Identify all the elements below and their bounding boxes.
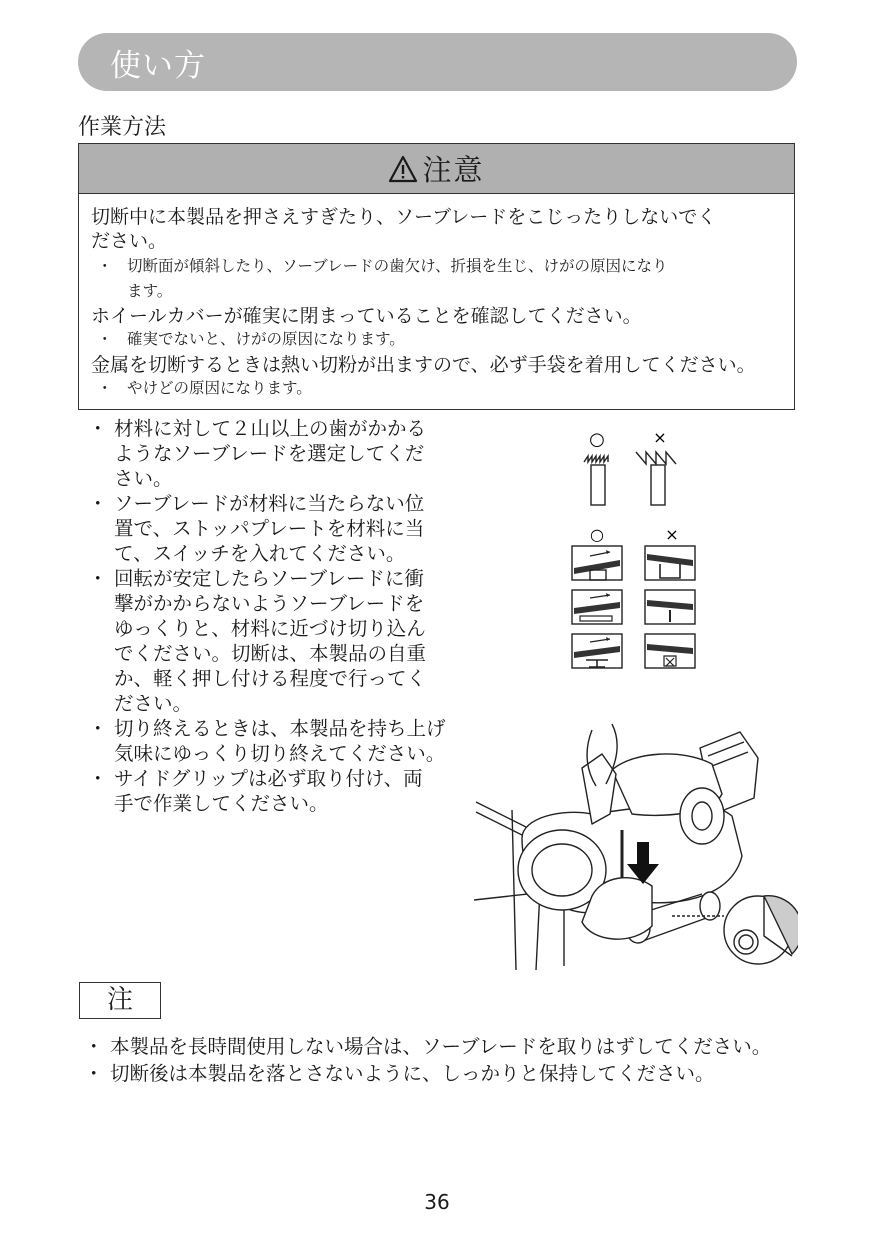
bullet: ・ — [84, 1062, 104, 1085]
bullet: ・ — [97, 257, 113, 275]
section-heading: 作業方法 — [78, 115, 167, 140]
warning-triangle-icon — [388, 155, 418, 183]
good-cut-angle-icon — [572, 634, 622, 668]
step-line: 回転が安定したらソーブレードに衝 — [114, 567, 424, 590]
note-item — [84, 1031, 771, 1059]
good-mark: ○ — [589, 429, 605, 450]
caution-item-1-main — [91, 205, 716, 253]
note-text: 本製品を長時間使用しない場合は、ソーブレードを取りはずしてください。 — [110, 1035, 772, 1058]
caution-header — [79, 144, 794, 194]
good-cut-angle-icon — [572, 590, 622, 624]
list-item — [84, 491, 464, 566]
bullet: ・ — [88, 492, 108, 515]
step-line: 切り終えるときは、本製品を持ち上げ — [114, 717, 446, 740]
bad-cut-angle-icon — [645, 590, 695, 624]
caution-text-line: 金属を切断するときは熱い切粉が出ますので、必ず手袋を着用してください。 — [91, 354, 756, 376]
bad-cut-angle-icon — [645, 634, 695, 668]
blade-selection-diagram — [560, 420, 720, 680]
step-line: 材料に対して２山以上の歯がかかる — [114, 417, 427, 440]
step-line: か、軽く押し付ける程度で行ってく — [114, 667, 427, 690]
page-title: 使い方 — [110, 48, 206, 84]
caution-text-line: 切断中に本製品を押さえすぎたり、ソーブレードをこじったりしないでく — [91, 206, 717, 228]
steps-list — [84, 416, 464, 816]
step-line: さい。 — [114, 467, 173, 490]
bullet: ・ — [84, 1035, 104, 1058]
caution-subtext-line: やけどの原因になります。 — [127, 379, 312, 397]
step-line: でください。切断は、本製品の自重 — [114, 642, 427, 665]
bullet: ・ — [88, 717, 108, 740]
bullet: ・ — [97, 379, 113, 397]
list-item — [84, 416, 464, 491]
header-bar — [78, 33, 797, 91]
list-item — [84, 566, 464, 716]
step-line: ようなソーブレードを選定してくだ — [114, 442, 425, 465]
page-number: 36 — [424, 1190, 450, 1214]
band-saw-cutting-illustration — [472, 720, 798, 970]
step-line: ゆっくりと、材料に近づけ切り込ん — [114, 617, 426, 640]
step-line: 手で作業してください。 — [114, 792, 329, 815]
caution-item-2-main — [91, 304, 642, 328]
list-item — [84, 766, 464, 816]
step-line: 気味にゆっくり切り終えてください。 — [114, 742, 446, 765]
step-line: て、スイッチを入れてください。 — [114, 542, 406, 565]
bad-cut-angle-icon — [645, 546, 695, 580]
bad-mark: × — [665, 525, 679, 544]
caution-text-line: ださい。 — [91, 230, 168, 252]
step-line: 撃がかからないようソーブレードを — [114, 592, 425, 615]
note-text: 切断後は本製品を落とさないように、しっかりと保持してください。 — [110, 1062, 715, 1085]
bullet: ・ — [97, 330, 113, 348]
caution-title: 注意 — [422, 153, 485, 187]
good-teeth-icon — [584, 456, 608, 505]
step-line: ださい。 — [114, 692, 193, 715]
bullet: ・ — [88, 567, 108, 590]
step-line: サイドグリップは必ず取り付け、両 — [114, 767, 423, 790]
caution-item-3-main — [91, 353, 756, 377]
good-mark: ○ — [590, 525, 604, 544]
bullet: ・ — [88, 417, 108, 440]
caution-box — [78, 143, 795, 410]
good-cut-angle-icon — [572, 546, 622, 580]
note-item — [84, 1058, 715, 1086]
step-line: ソーブレードが材料に当たらない位 — [114, 492, 425, 515]
bullet: ・ — [88, 767, 108, 790]
bad-mark: × — [653, 428, 667, 447]
step-line: 置で、ストッパプレートを材料に当 — [114, 517, 425, 540]
list-item — [84, 716, 464, 766]
caution-subtext-line: 確実でないと、けがの原因になります。 — [127, 330, 405, 348]
caution-subtext-line: ます。 — [127, 282, 173, 300]
note-label: 注 — [79, 982, 161, 1019]
caution-text-line: ホイールカバーが確実に閉まっていることを確認してください。 — [91, 305, 642, 327]
bad-teeth-icon — [636, 452, 676, 505]
caution-subtext-line: 切断面が傾斜したり、ソーブレードの歯欠け、折損を生じ、けがの原因になり — [127, 257, 668, 275]
